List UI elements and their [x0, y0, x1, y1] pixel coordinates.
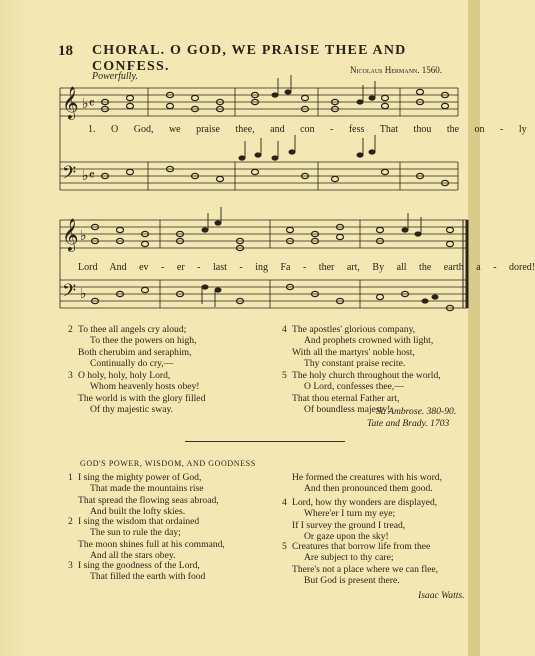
verse-number: 3	[68, 560, 73, 571]
verse-number: 5	[282, 370, 287, 381]
svg-text:𝄞: 𝄞	[62, 88, 79, 119]
svg-text:♭: ♭	[80, 287, 87, 302]
lyric-line-2: Lord And ev - er - last - ing Fa - ther art, By all the earth a - dored!	[78, 262, 535, 273]
attribution-tate-brady: Tate and Brady. 1703	[367, 418, 450, 429]
svg-text:𝄢: 𝄢	[62, 162, 77, 187]
page-edge-right	[468, 0, 480, 656]
hymn2-verse-3-continued: He formed the creatures with his word, And then pronounced them good.	[292, 472, 442, 495]
verse-5: The holy church throughout the world, O Lord, confesses thee,— That thou eternal Father art, Of boundless majesty!	[292, 370, 441, 416]
verse-number: 4	[282, 324, 287, 335]
attribution-watts: Isaac Watts.	[418, 590, 465, 601]
hymn2-verse-1: I sing the mighty power of God, That made the mountains rise That spread the flowing seas abroad, And built the lofty skies.	[78, 472, 219, 518]
svg-text:𝄞: 𝄞	[62, 220, 79, 251]
verse-3: O holy, holy, holy Lord, Whom heavenly hosts obey! The world is with the glory filled Of thy majestic sway.	[78, 370, 206, 416]
lyric-line-1: 1. O God, we praise thee, and con - fess That thou the on - ly	[88, 124, 527, 135]
verse-number: 3	[68, 370, 73, 381]
hymn2-verse-4: Lord, how thy wonders are displayed, Where'er I turn my eye; If I survey the ground I tread, Or gaze upon the sky!	[292, 497, 438, 543]
verse-4: The apostles' glorious company, And prophets crowned with light, With all the martyrs' noble host, Thy constant praise recite.	[292, 324, 434, 370]
verse-number: 2	[68, 324, 73, 335]
verse-number: 4	[282, 497, 287, 508]
hymn2-verse-3: I sing the goodness of the Lord, That filled the earth with food	[78, 560, 206, 583]
page-edge-left	[0, 0, 30, 656]
verse-2: To thee all angels cry aloud; To thee the powers on high, Both cherubim and seraphim, Continually do cry,—	[78, 324, 197, 370]
svg-text:𝄢: 𝄢	[62, 280, 77, 305]
composer-credit: Nicolaus Hermann. 1560.	[350, 65, 443, 75]
svg-text:♭𝄴: ♭𝄴	[82, 169, 95, 184]
hymn-title: CHORAL. O GOD, WE PRAISE THEE AND CONFESS.	[92, 43, 407, 74]
attribution-ambrose: St. Ambrose. 380-90.	[376, 406, 457, 417]
page-number: 18	[58, 43, 73, 59]
svg-text:♭𝄴: ♭𝄴	[82, 97, 95, 112]
tempo-marking: Powerfully.	[92, 71, 138, 82]
hymn2-verse-5: Creatures that borrow life from thee Are subject to thy care; There's not a place where we can flee, But God is present there.	[292, 541, 439, 587]
music-system-1	[60, 82, 460, 212]
hymn2-verse-2: I sing the wisdom that ordained The sun to rule the day; The moon shines full at his command, And all the stars obey.	[78, 516, 225, 562]
svg-text:♭: ♭	[80, 229, 87, 244]
verse-number: 2	[68, 516, 73, 527]
hymn-2-title: GOD'S POWER, WISDOM, AND GOODNESS	[80, 459, 256, 468]
section-divider	[185, 441, 345, 442]
verse-number: 5	[282, 541, 287, 552]
verse-number: 1	[68, 472, 73, 483]
